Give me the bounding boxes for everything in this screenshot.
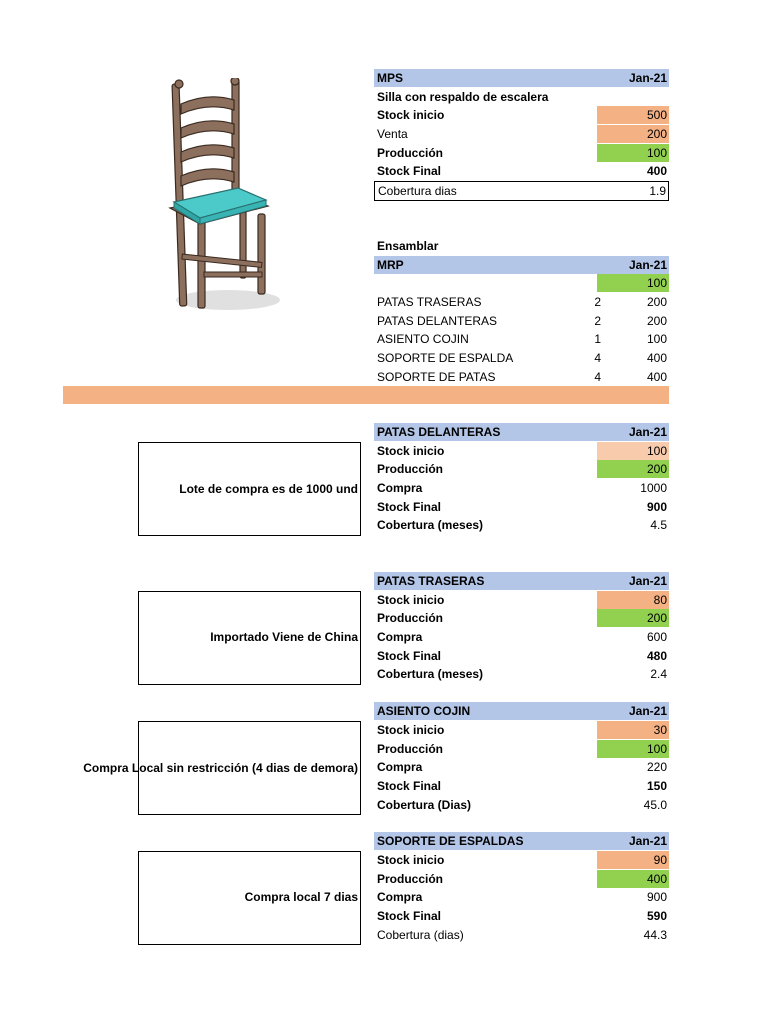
mps-product-name: Silla con respaldo de escalera <box>377 90 549 104</box>
mrp-title <box>374 237 669 255</box>
mps-row-label: Cobertura dias <box>378 184 457 198</box>
section-row <box>374 460 669 478</box>
row-label: Stock Final <box>377 649 442 663</box>
mps-row <box>374 125 669 143</box>
section-header <box>374 572 669 590</box>
mrp-item-qty: 4 <box>594 351 601 365</box>
row-value: 44.3 <box>643 928 667 942</box>
chair-icon <box>160 78 280 318</box>
mrp-item-qty: 4 <box>594 370 601 384</box>
mrp-item-value: 200 <box>646 314 667 328</box>
row-label: Stock inicio <box>377 444 445 458</box>
note-text: Compra local 7 dias <box>244 890 358 904</box>
mrp-item-label: SOPORTE DE ESPALDA <box>377 351 514 365</box>
row-label: Stock Final <box>377 779 442 793</box>
row-label: Producción <box>377 872 444 886</box>
section-row <box>374 777 669 795</box>
section-header <box>374 832 669 850</box>
row-value: 400 <box>597 870 669 888</box>
row-label: Compra <box>377 630 423 644</box>
row-label: Compra <box>377 481 423 495</box>
mrp-item <box>374 368 669 386</box>
row-label: Cobertura (dias) <box>377 928 464 942</box>
mps-row <box>374 162 669 180</box>
row-label: Producción <box>377 742 444 756</box>
mrp-item-value: 100 <box>646 332 667 346</box>
mrp-item <box>374 349 669 367</box>
mrp-item-label: PATAS TRASERAS <box>377 295 482 309</box>
section-divider-band <box>63 386 669 404</box>
mps-row-value: 500 <box>597 106 669 124</box>
mps-product <box>374 88 669 106</box>
section-row <box>374 591 669 609</box>
section-title: PATAS TRASERAS <box>377 574 485 588</box>
row-value: 600 <box>646 630 667 644</box>
row-label: Stock inicio <box>377 723 445 737</box>
row-label: Stock inicio <box>377 593 445 607</box>
row-value: 2.4 <box>650 667 667 681</box>
mrp-item <box>374 293 669 311</box>
section-row <box>374 516 669 534</box>
note-text: Lote de compra es de 1000 und <box>179 482 358 496</box>
section-row <box>374 926 669 944</box>
section-row <box>374 758 669 776</box>
section-title: PATAS DELANTERAS <box>377 425 501 439</box>
row-value: 1000 <box>640 481 667 495</box>
row-value: 100 <box>597 740 669 758</box>
mrp-item-qty: 2 <box>594 295 601 309</box>
section-row <box>374 851 669 869</box>
row-label: Producción <box>377 462 444 476</box>
row-value: 900 <box>646 890 667 904</box>
row-value: 200 <box>597 609 669 627</box>
mrp-title-label: Ensamblar <box>377 239 439 253</box>
section-row <box>374 609 669 627</box>
mrp-total: 100 <box>597 274 669 292</box>
note-text: Importado Viene de China <box>210 630 358 644</box>
mps-row-value: 400 <box>646 164 667 178</box>
mrp-item-value: 400 <box>646 370 667 384</box>
row-value: 150 <box>646 779 667 793</box>
section-header <box>374 702 669 720</box>
row-value: 590 <box>646 909 667 923</box>
row-value: 45.0 <box>643 798 667 812</box>
mrp-month: Jan-21 <box>628 258 667 272</box>
row-value: 90 <box>597 851 669 869</box>
section-row <box>374 628 669 646</box>
mps-header-label: MPS <box>377 71 404 85</box>
section-row <box>374 498 669 516</box>
row-label: Cobertura (meses) <box>377 667 484 681</box>
mrp-item-qty: 2 <box>594 314 601 328</box>
mps-month: Jan-21 <box>628 71 667 85</box>
mps-row <box>374 106 669 124</box>
section-month: Jan-21 <box>628 834 667 848</box>
mps-row-label: Producción <box>377 146 444 160</box>
mps-row <box>374 144 669 162</box>
mrp-item <box>374 330 669 348</box>
mps-row-value: 200 <box>597 125 669 143</box>
mrp-item-label: ASIENTO COJIN <box>377 332 469 346</box>
section-month: Jan-21 <box>628 574 667 588</box>
mrp-header-label: MRP <box>377 258 404 272</box>
row-label: Cobertura (Dias) <box>377 798 472 812</box>
mps-row-label: Stock Final <box>377 164 442 178</box>
section-row <box>374 740 669 758</box>
note-text: Compra Local sin restricción (4 dias de demora) <box>83 761 358 775</box>
mps-row-value: 100 <box>597 144 669 162</box>
section-title: ASIENTO COJIN <box>377 704 471 718</box>
mrp-item-label: PATAS DELANTERAS <box>377 314 498 328</box>
mps-row-label: Venta <box>377 127 408 141</box>
mps-row-coverage <box>374 181 669 201</box>
row-value: 30 <box>597 721 669 739</box>
mps-row-value: 1.9 <box>649 184 666 198</box>
row-label: Compra <box>377 890 423 904</box>
row-label: Stock inicio <box>377 853 445 867</box>
mrp-item-value: 200 <box>646 295 667 309</box>
row-value: 4.5 <box>650 518 667 532</box>
mrp-header <box>374 256 669 274</box>
section-row <box>374 888 669 906</box>
row-value: 80 <box>597 591 669 609</box>
section-row <box>374 721 669 739</box>
row-label: Compra <box>377 760 423 774</box>
row-value: 900 <box>646 500 667 514</box>
row-value: 200 <box>597 460 669 478</box>
section-row <box>374 796 669 814</box>
row-label: Cobertura (meses) <box>377 518 484 532</box>
row-label: Stock Final <box>377 500 442 514</box>
mrp-item-qty: 1 <box>594 332 601 346</box>
section-row <box>374 442 669 460</box>
section-row <box>374 665 669 683</box>
section-row <box>374 870 669 888</box>
row-value: 220 <box>646 760 667 774</box>
mrp-item-label: SOPORTE DE PATAS <box>377 370 496 384</box>
section-month: Jan-21 <box>628 704 667 718</box>
row-label: Producción <box>377 611 444 625</box>
section-title: SOPORTE DE ESPALDAS <box>377 834 524 848</box>
mrp-item <box>374 312 669 330</box>
section-row <box>374 647 669 665</box>
section-row <box>374 479 669 497</box>
mps-row-label: Stock inicio <box>377 108 445 122</box>
row-label: Stock Final <box>377 909 442 923</box>
mps-header <box>374 69 669 87</box>
mrp-item-value: 400 <box>646 351 667 365</box>
row-value: 100 <box>597 442 669 460</box>
section-row <box>374 907 669 925</box>
row-value: 480 <box>646 649 667 663</box>
section-month: Jan-21 <box>628 425 667 439</box>
mrp-total-row <box>374 274 669 292</box>
section-header <box>374 423 669 441</box>
